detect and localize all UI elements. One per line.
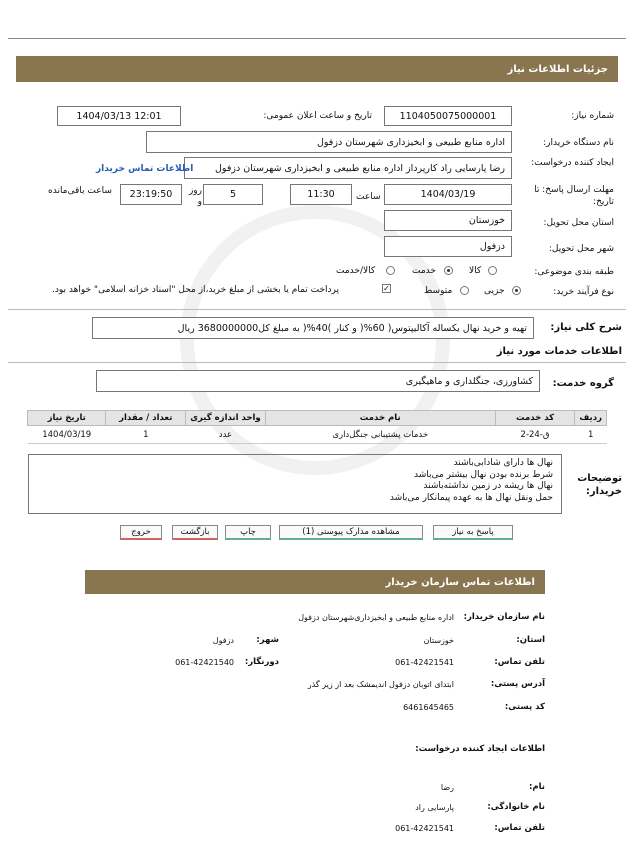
category-option-goods: کالا — [469, 266, 482, 276]
process-label: نوع فرآیند خرید: — [553, 287, 614, 297]
back-button[interactable]: بازگشت — [172, 525, 218, 540]
services-table — [27, 410, 607, 444]
buyer-org-field[interactable]: اداره منابع طبیعی و ابخیزداری شهرستان دزفول — [146, 131, 512, 153]
contact-postal-label: کد پستی: — [504, 702, 545, 712]
process-radio-minor[interactable] — [512, 286, 521, 295]
remaining-time-label: ساعت باقی‌مانده — [48, 186, 112, 196]
contact-city-value: دزفول — [212, 636, 234, 645]
summary-field[interactable]: تهیه و خرید نهال یکساله آکالیپتوس( 60%( و کنار )40%( به مبلغ کل3680000000 ریال — [92, 317, 534, 339]
col-header-unit: واحد اندازه گیری — [186, 411, 266, 426]
exit-button[interactable]: خروج — [120, 525, 162, 540]
process-option-medium: متوسط — [424, 286, 453, 296]
contact-province-value: خوزستان — [423, 636, 454, 645]
contact-title: اطلاعات تماس سازمان خریدار — [385, 576, 535, 588]
category-radio-goods[interactable] — [488, 266, 497, 275]
creator-family-label: نام خانوادگی: — [487, 802, 545, 812]
page-title: جزئیات اطلاعات نیاز — [507, 63, 608, 75]
payment-note: پرداخت تمام یا بخشی از مبلغ خرید،از محل "اسناد خزانه اسلامی" خواهد بود. — [52, 285, 340, 295]
cell-service-code: ق-24-2 — [495, 426, 575, 444]
creator-name-value: رضا — [440, 783, 454, 792]
contact-org-label: نام سازمان خریدار: — [463, 612, 545, 622]
category-option-goods-service: کالا/خدمت — [336, 266, 376, 276]
buyer-notes-box[interactable] — [28, 454, 562, 514]
contact-city-label: شهر: — [256, 635, 279, 645]
announce-label: تاریخ و ساعت اعلان عمومی: — [263, 111, 372, 121]
creator-phone-label: تلفن تماس: — [494, 823, 545, 833]
category-label: طبقه بندی موضوعی: — [534, 267, 614, 277]
contact-fax-value: 061-42421540 — [175, 658, 234, 667]
top-divider — [8, 38, 626, 39]
page-header — [16, 56, 618, 82]
announce-datetime-field[interactable]: 1404/03/13 12:01 — [57, 106, 181, 126]
deadline-label: مهلت ارسال پاسخ: تا تاریخ: — [534, 185, 614, 207]
summary-label: شرح کلی نیاز: — [550, 322, 622, 333]
buyer-note-line: شرط برنده بودن نهال بیشتر می‌باشد — [413, 469, 553, 480]
table-row — [28, 426, 607, 444]
services-title: اطلاعات خدمات مورد نیاز — [496, 346, 622, 357]
buyer-notes-label: توضیحات خریدار: — [577, 473, 622, 497]
creator-name-label: نام: — [528, 782, 545, 792]
creator-phone-value: 061-42421541 — [395, 824, 454, 833]
buyer-contact-link[interactable]: اطلاعات تماس خریدار — [96, 164, 194, 174]
service-group-label: گروه خدمت: — [552, 378, 614, 389]
creator-label: ایجاد کننده درخواست: — [531, 158, 614, 168]
contact-org-value: اداره منابع طبیعی و ابخیزداری‌شهرستان دزفول — [298, 613, 454, 622]
days-remaining-field[interactable]: 5 — [203, 184, 263, 205]
payment-checkbox[interactable]: ✓ — [383, 284, 390, 293]
contact-header — [85, 570, 545, 594]
buyer-note-line: نهال ها دارای شادابی‌باشند — [453, 458, 553, 468]
buyer-note-line: حمل ونقل نهال ها به عهده پیمانکار می‌باشد — [389, 492, 553, 503]
cell-quantity: 1 — [106, 426, 186, 444]
reply-button[interactable]: پاسخ به نیاز — [433, 525, 513, 540]
province-label: استان محل تحویل: — [543, 218, 614, 228]
cell-need-date: 1404/03/19 — [28, 426, 106, 444]
col-header-quantity: تعداد / مقدار — [106, 411, 186, 426]
category-radio-goods-service[interactable] — [386, 266, 395, 275]
print-button[interactable]: چاپ — [225, 525, 271, 540]
contact-address-label: آدرس پستی: — [490, 679, 545, 689]
attachments-button[interactable]: مشاهده مدارک پیوستی (1) — [279, 525, 423, 540]
creator-info-title: اطلاعات ایجاد کننده درخواست: — [415, 744, 545, 754]
contact-phone-label: تلفن تماس: — [494, 657, 545, 667]
deadline-time-label: ساعت — [356, 192, 381, 202]
province-field[interactable]: خوزستان — [384, 210, 512, 231]
buyer-note-line: نهال ها ریشه در زمین نداشته‌باشند — [423, 481, 553, 491]
divider — [8, 362, 626, 363]
days-label: روز و — [188, 186, 202, 207]
need-number-field[interactable]: 1104050075000001 — [384, 106, 512, 126]
remaining-time-field[interactable]: 23:19:50 — [120, 184, 182, 205]
divider — [8, 309, 626, 310]
buyer-org-label: نام دستگاه خریدار: — [543, 138, 614, 148]
deadline-date-field[interactable]: 1404/03/19 — [384, 184, 512, 205]
contact-address-value: ابتدای اتوبان دزفول اندیمشک بعد از زیر گذر — [307, 680, 454, 689]
creator-family-value: پارسایی راد — [415, 803, 454, 812]
city-label: شهر محل تحویل: — [548, 244, 614, 254]
process-radio-medium[interactable] — [460, 286, 469, 295]
need-number-label: شماره نیاز: — [571, 111, 614, 121]
process-option-minor: جزیی — [484, 286, 505, 296]
contact-fax-label: دورنگار: — [244, 657, 279, 667]
cell-service-name: خدمات پشتیبانی جنگل‌داری — [265, 426, 495, 444]
creator-field[interactable]: رضا پارسایی راد کارپرداز اداره منابع طبیعی و ابخیزداری شهرستان دزفول — [184, 157, 512, 179]
service-group-field[interactable]: کشاورزی، جنگلداری و ماهیگیری — [96, 370, 540, 392]
deadline-time-field[interactable]: 11:30 — [290, 184, 352, 205]
category-option-service: خدمت — [412, 266, 436, 276]
col-header-row-number: ردیف — [575, 411, 607, 426]
col-header-need-date: تاریخ نیاز — [28, 411, 106, 426]
table-header-row — [28, 411, 607, 426]
contact-phone-value: 061-42421541 — [395, 658, 454, 667]
category-radio-service[interactable] — [444, 266, 453, 275]
city-field[interactable]: دزفول — [384, 236, 512, 257]
contact-postal-value: 6461645465 — [403, 703, 454, 712]
contact-province-label: استان: — [516, 635, 545, 645]
cell-row-number: 1 — [575, 426, 607, 444]
col-header-service-name: نام خدمت — [265, 411, 495, 426]
col-header-service-code: کد خدمت — [495, 411, 575, 426]
cell-unit: عدد — [186, 426, 266, 444]
